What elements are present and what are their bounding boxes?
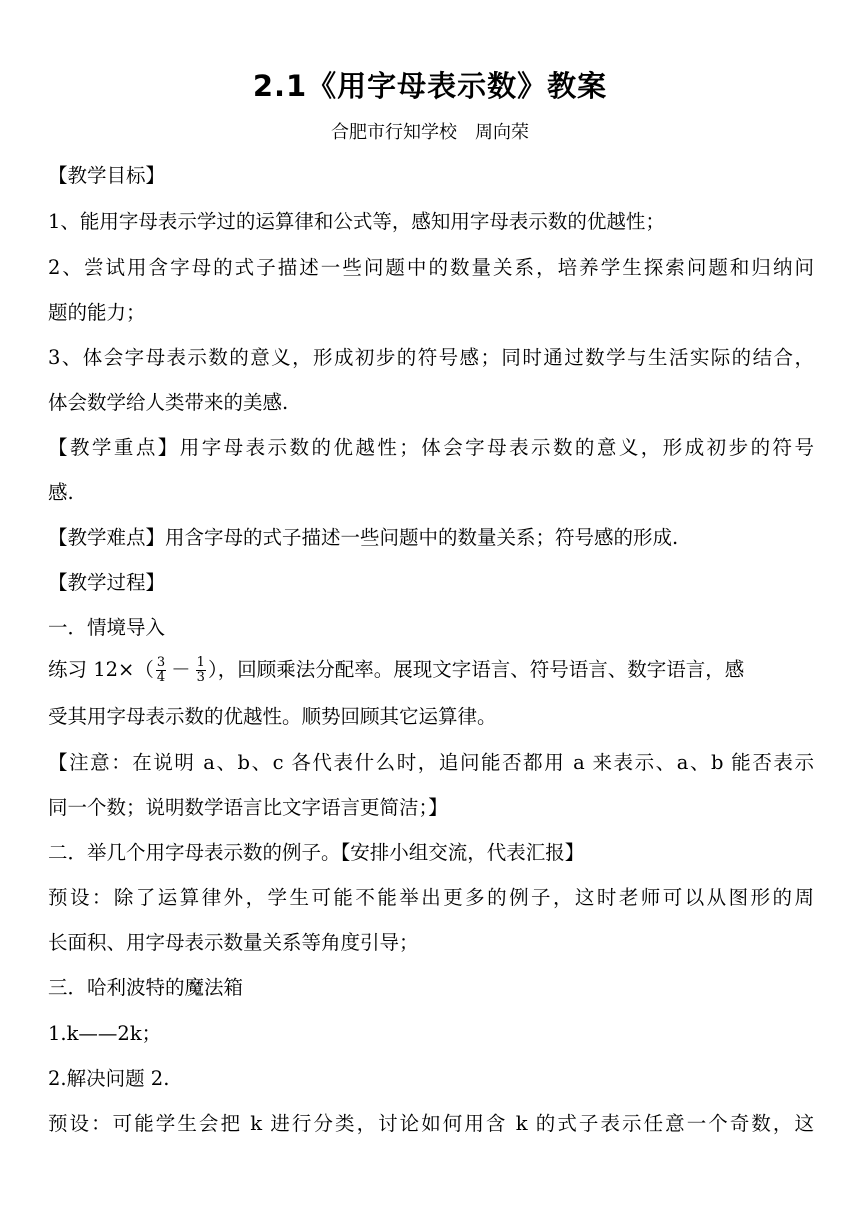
- fraction-numerator: 3: [156, 655, 166, 670]
- practice-suffix: ），回顾乘法分配率。展现文字语言、符号语言、数字语言，感: [207, 658, 745, 681]
- objective-2-line-1: 2、尝试用含字母的式子描述一些问题中的数量关系，培养学生探索问题和归纳问: [48, 256, 814, 279]
- fraction-denominator: 3: [196, 670, 205, 685]
- practice-prefix: 练习 12×（: [48, 658, 154, 681]
- section-heading-objectives: 【教学目标】: [48, 164, 166, 187]
- part-3-heading: 三．哈利波特的魔法箱: [48, 976, 244, 999]
- part-1-heading: 一．情境导入: [48, 616, 166, 639]
- difficulties-line: 【教学难点】用含字母的式子描述一些问题中的数量关系；符号感的形成.: [48, 526, 679, 549]
- objective-1: 1、能用字母表示学过的运算律和公式等，感知用字母表示数的优越性；: [48, 210, 665, 233]
- fraction-one-third: [196, 656, 206, 685]
- preset-line-2: 长面积、用字母表示数量关系等角度引导；: [48, 931, 419, 954]
- part-2-heading: 二．举几个用字母表示数的例子。【安排小组交流，代表汇报】: [48, 841, 585, 864]
- document-title: 2.1《用字母表示数》教案: [252, 69, 608, 103]
- objective-3-line-2: 体会数学给人类带来的美感.: [48, 391, 289, 414]
- practice-line: [48, 656, 814, 685]
- preset-line-3: 预设：可能学生会把 k 进行分类，讨论如何用含 k 的式子表示任意一个奇数，这: [48, 1112, 814, 1135]
- key-points-line-1: 【教学重点】用字母表示数的优越性；体会字母表示数的意义，形成初步的符号: [48, 436, 814, 459]
- note-line-2: 同一个数；说明数学语言比文字语言更简洁；】: [48, 796, 448, 819]
- note-line-1: 【注意：在说明 a、b、c 各代表什么时，追问能否都用 a 来表示、a、b 能否表示: [48, 751, 814, 774]
- preset-line-1: 预设：除了运算律外，学生可能不能举出更多的例子，这时老师可以从图形的周: [48, 886, 814, 909]
- practice-continuation: 受其用字母表示数的优越性。顺势回顾其它运算律。: [48, 705, 497, 728]
- item-1: 1.k——2k；: [48, 1022, 162, 1045]
- fraction-three-quarters: [156, 656, 166, 685]
- minus-sign: －: [171, 658, 191, 681]
- author-line: 合肥市行知学校 周向荣: [331, 122, 529, 143]
- key-points-line-2: 感.: [48, 481, 74, 504]
- fraction-numerator: 1: [196, 655, 205, 670]
- objective-3-line-1: 3、体会字母表示数的意义，形成初步的符号感；同时通过数学与生活实际的结合，: [48, 346, 814, 369]
- item-2: 2.解决问题 2.: [48, 1067, 170, 1090]
- section-heading-process: 【教学过程】: [48, 571, 166, 594]
- fraction-denominator: 4: [156, 670, 166, 685]
- objective-2-line-2: 题的能力；: [48, 301, 146, 324]
